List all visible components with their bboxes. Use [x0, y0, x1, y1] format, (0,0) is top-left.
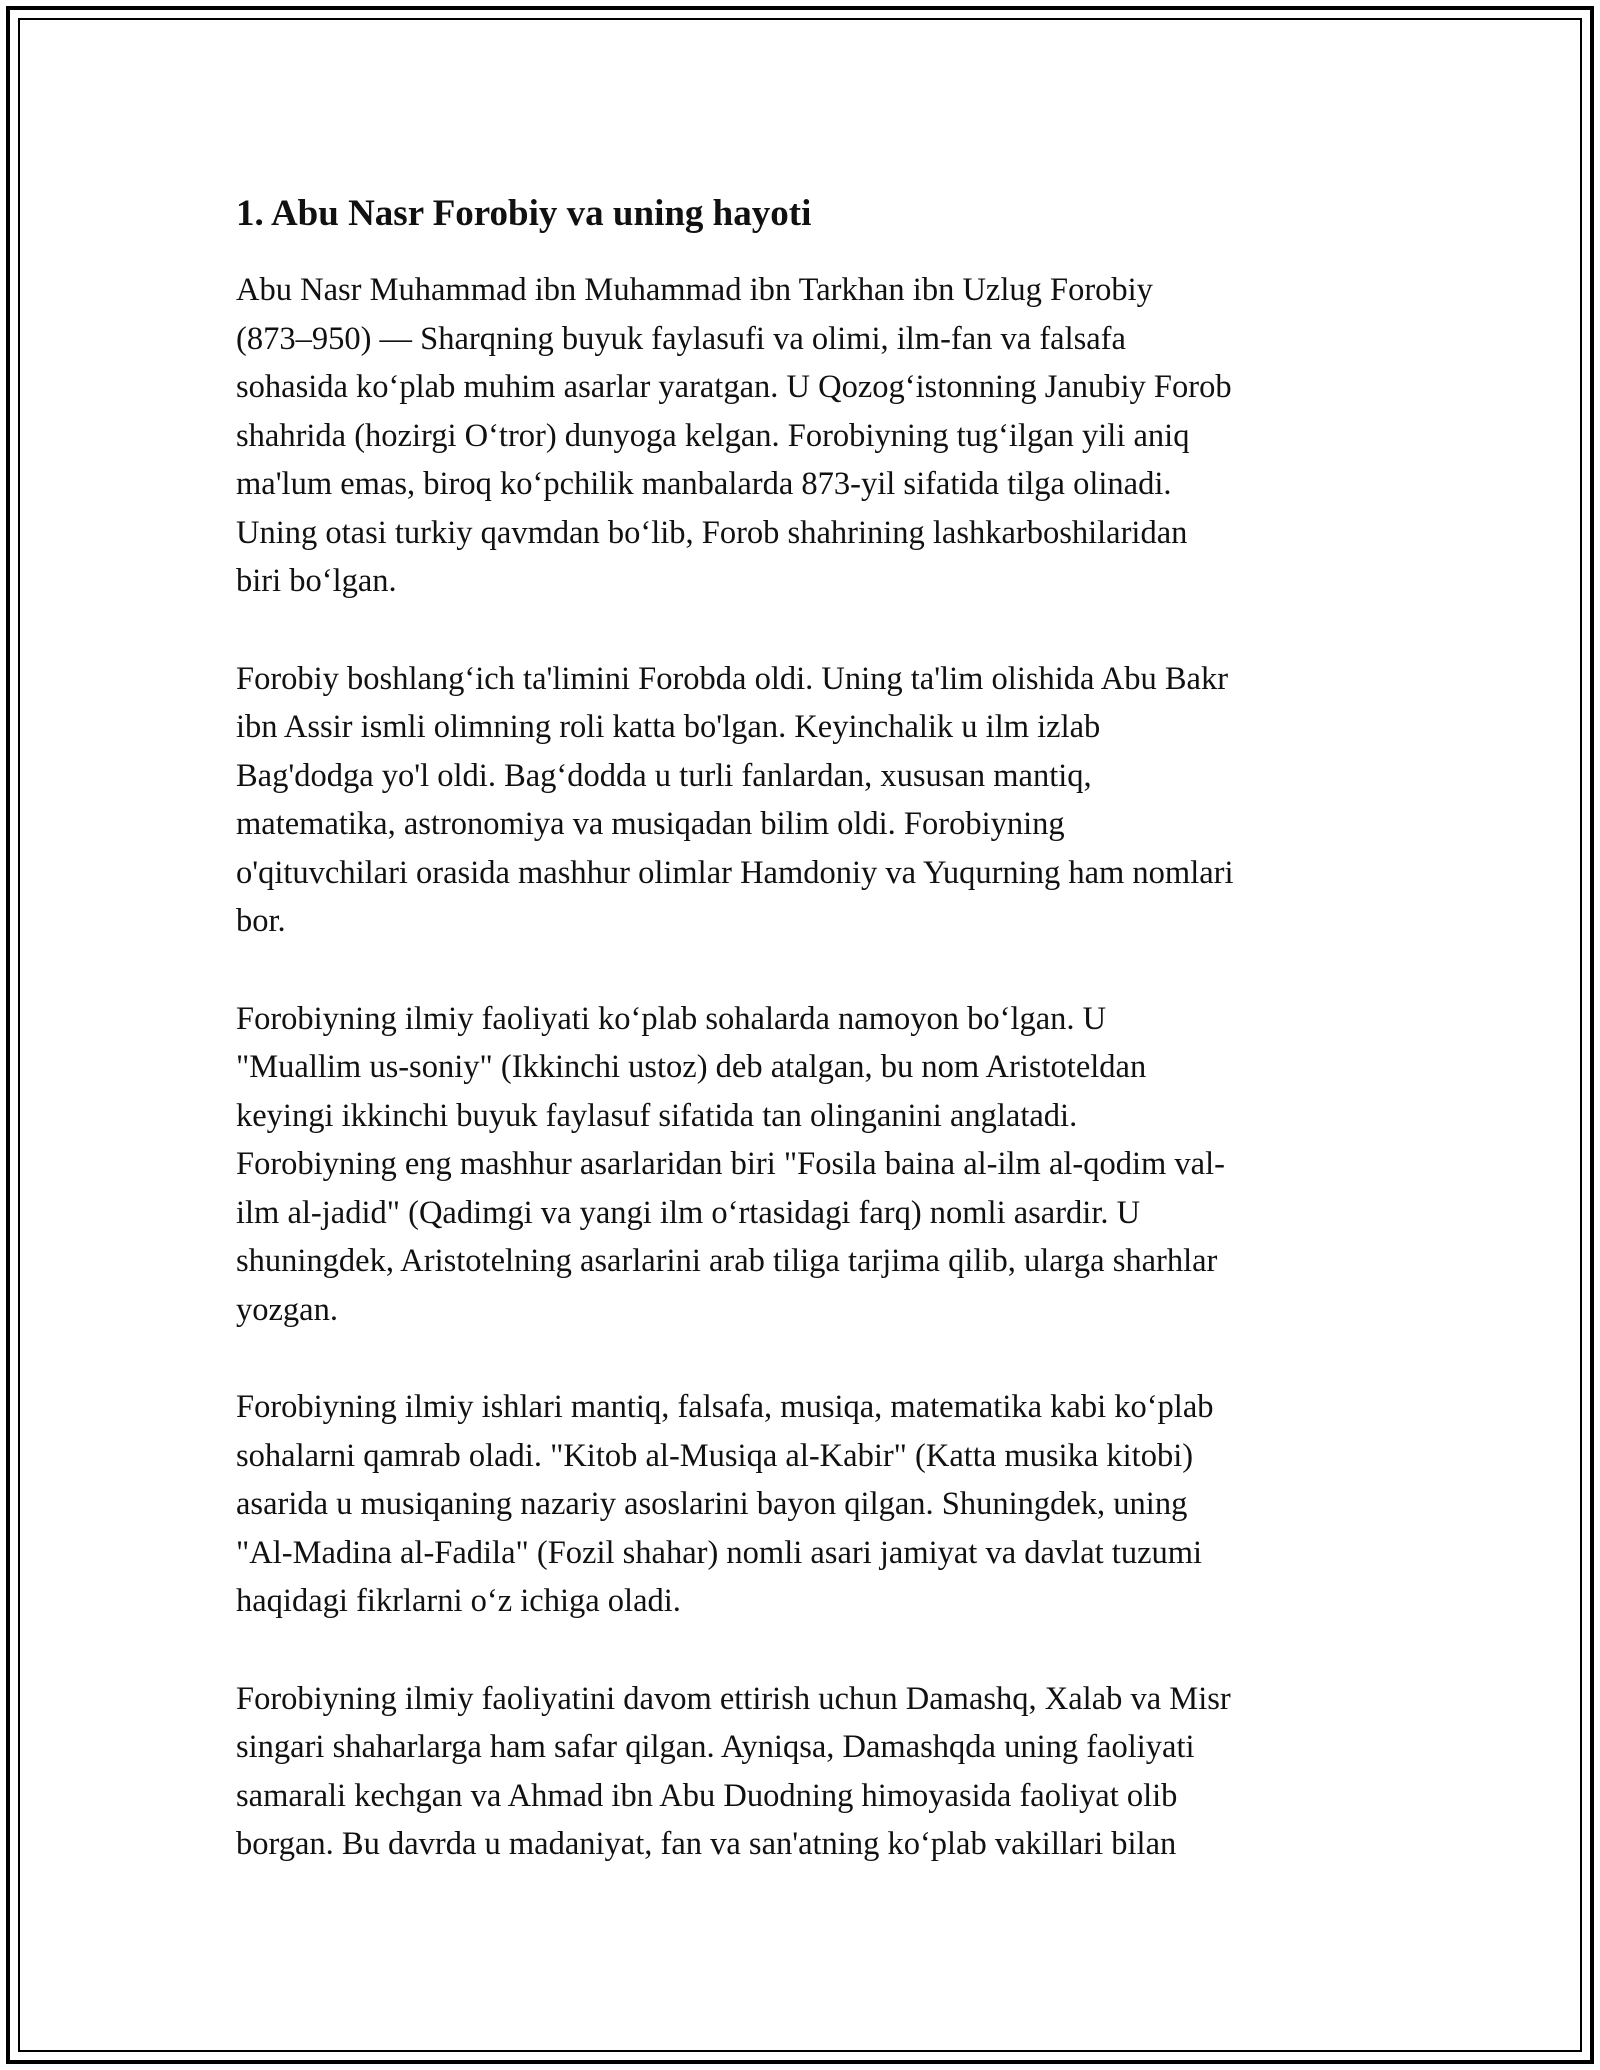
paragraph-1: [236, 266, 1376, 606]
paragraph-line: ibn Assir ismli olimning roli katta bo'lgan. Keyinchalik u ilm izlab: [236, 709, 1101, 745]
paragraph-2: [236, 655, 1376, 946]
paragraph-4: [236, 1383, 1376, 1626]
paragraph-line: sohasida ko‘plab muhim asarlar yaratgan. U Qozog‘istonning Janubiy Forob: [236, 369, 1232, 405]
paragraph-line: Bag'dodga yo'l oldi. Bag‘dodda u turli fanlardan, xususan mantiq,: [236, 757, 1092, 794]
paragraph-line: matematika, astronomiya va musiqadan bilim oldi. Forobiyning: [236, 806, 1065, 842]
paragraph-line: asarida u musiqaning nazariy asoslarini bayon qilgan. Shuningdek, uning: [236, 1486, 1188, 1522]
paragraph-line: (873–950) — Sharqning buyuk faylasufi va olimi, ilm-fan va falsafa: [236, 320, 1126, 357]
paragraph-line: Forobiyning ilmiy ishlari mantiq, falsafa, musiqa, matematika kabi ko‘plab: [236, 1389, 1214, 1425]
paragraph-line: ilm al-jadid" (Qadimgi va yangi ilm o‘rtasidagi farq) nomli asardir. U: [236, 1194, 1141, 1231]
paragraph-line: "Al-Madina al-Fadila" (Fozil shahar) nomli asari jamiyat va davlat tuzumi: [236, 1534, 1203, 1571]
paragraph-line: Forobiyning ilmiy faoliyati ko‘plab sohalarda namoyon bo‘lgan. U: [236, 1000, 1107, 1037]
paragraph-line: singari shaharlarga ham safar qilgan. Ayniqsa, Damashqda uning faoliyati: [236, 1729, 1195, 1765]
paragraph-5: [236, 1675, 1376, 1869]
paragraph-line: o'qituvchilari orasida mashhur olimlar Hamdoniy va Yuqurning ham nomlari: [236, 854, 1234, 891]
paragraph-line: Forobiyning ilmiy faoliyatini davom ettirish uchun Damashq, Xalab va Misr: [236, 1680, 1231, 1717]
paragraph-line: "Muallim us-soniy" (Ikkinchi ustoz) deb atalgan, bu nom Aristoteldan: [236, 1049, 1147, 1085]
paragraph-line: borgan. Bu davrda u madaniyat, fan va san'atning ko‘plab vakillari bilan: [236, 1826, 1177, 1862]
paragraph-line: bor.: [236, 903, 286, 939]
paragraph-line: Forobiyning eng mashhur asarlaridan biri "Fosila baina al-ilm al-qodim val-: [236, 1146, 1225, 1182]
paragraph-line: haqidagi fikrlarni o‘z ichiga oladi.: [236, 1583, 681, 1619]
paragraph-3: [236, 995, 1376, 1335]
paragraph-line: biri bo‘lgan.: [236, 563, 397, 599]
paragraph-line: Uning otasi turkiy qavmdan bo‘lib, Forob shahrining lashkarboshilaridan: [236, 514, 1188, 551]
paragraph-line: sohalarni qamrab oladi. "Kitob al-Musiqa al-Kabir" (Katta musika kitobi): [236, 1437, 1194, 1474]
paragraph-line: Abu Nasr Muhammad ibn Muhammad ibn Tarkhan ibn Uzlug Forobiy: [236, 272, 1153, 308]
paragraph-line: ma'lum emas, biroq ko‘pchilik manbalarda 873-yil sifatida tilga olinadi.: [236, 466, 1172, 502]
document-body: [236, 188, 1376, 1918]
paragraph-line: samarali kechgan va Ahmad ibn Abu Duodning himoyasida faoliyat olib: [236, 1777, 1178, 1814]
paragraph-line: keyingi ikkinchi buyuk faylasuf sifatida tan olinganini anglatadi.: [236, 1097, 1078, 1134]
paragraph-line: yozgan.: [236, 1291, 338, 1328]
paragraph-line: Forobiy boshlang‘ich ta'limini Forobda oldi. Uning ta'lim olishida Abu Bakr: [236, 660, 1229, 697]
page-title: 1. Abu Nasr Forobiy va uning hayoti: [236, 193, 812, 234]
paragraph-line: shahrida (hozirgi O‘tror) dunyoga kelgan. Forobiyning tug‘ilgan yili aniq: [236, 417, 1190, 454]
paragraph-line: shuningdek, Aristotelning asarlarini arab tiliga tarjima qilib, ularga sharhlar: [236, 1243, 1218, 1279]
